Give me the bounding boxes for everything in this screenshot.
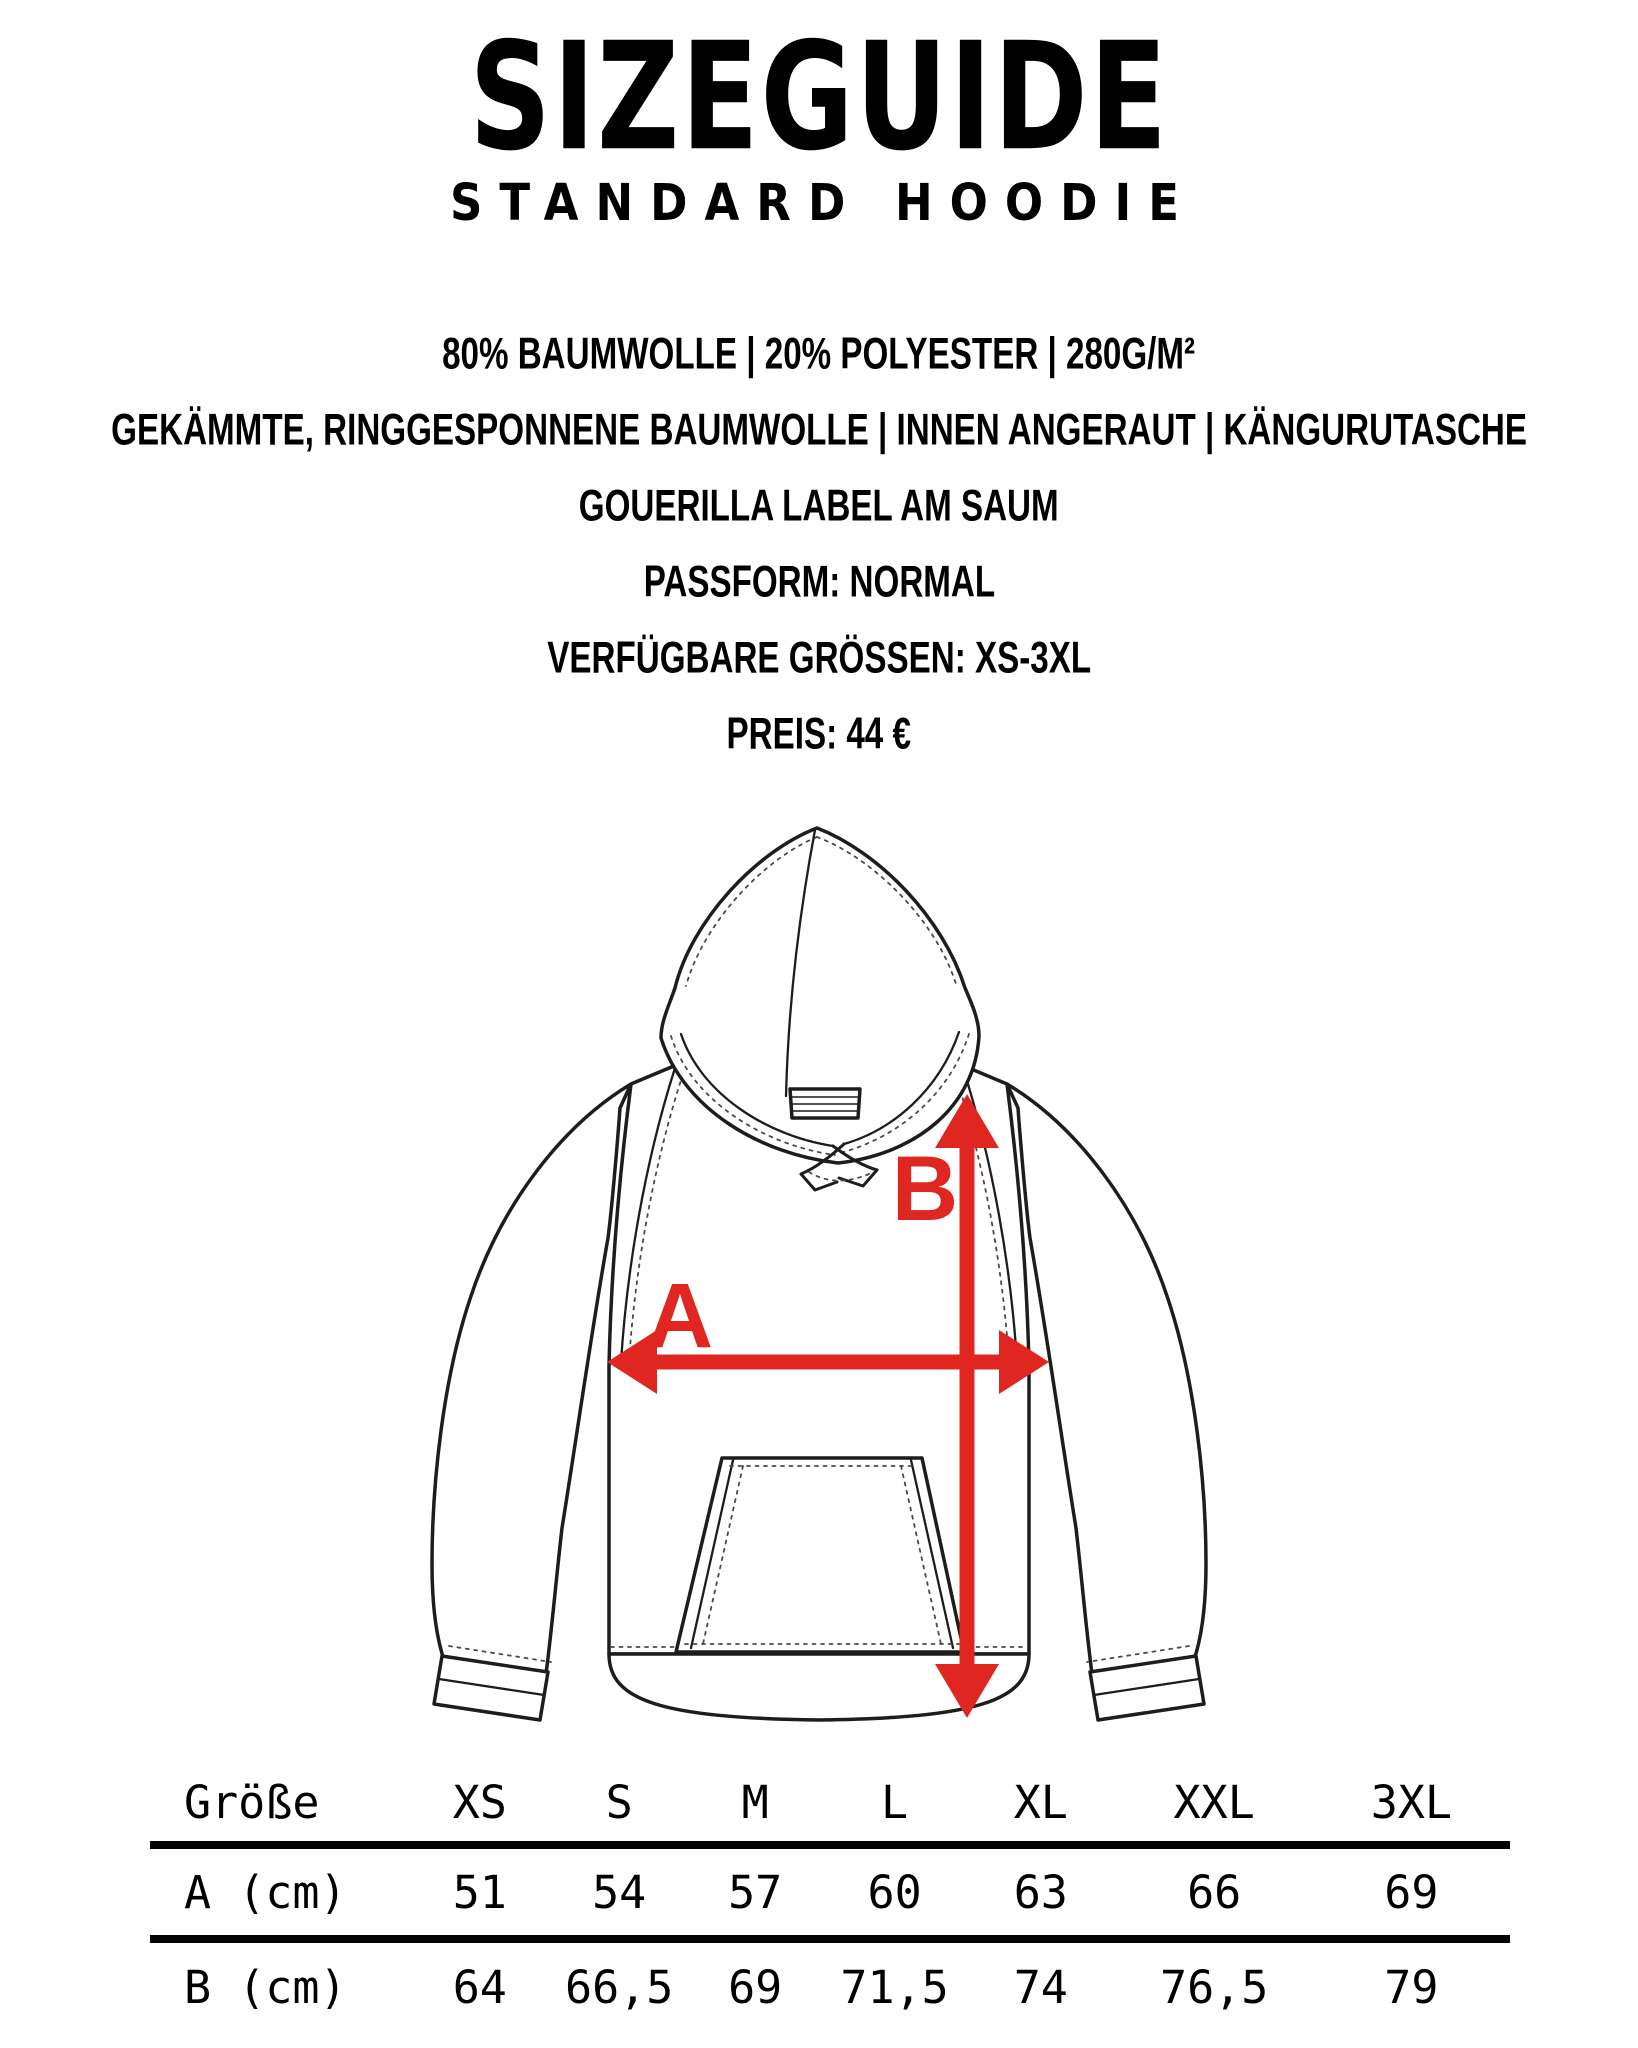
page-title: SIZEGUIDE (469, 10, 1169, 184)
row-b-label: B (cm) (184, 1960, 347, 2014)
header (0, 10, 1638, 233)
measure-label-b: B (891, 1138, 959, 1240)
spec-fit-text: PASSFORM: NORMAL (643, 556, 995, 607)
neck-ribbing (790, 1089, 860, 1118)
col-header-l: L (823, 1763, 966, 1845)
cell-a-s: 54 (551, 1845, 687, 1939)
cell-a-xs: 51 (408, 1845, 551, 1939)
right-sleeve (1007, 1084, 1206, 1674)
spec-line-sizes (0, 634, 1638, 682)
cell-b-l: 71,5 (840, 1960, 949, 2014)
table-row-a (150, 1845, 1510, 1939)
spec-line-material (0, 330, 1638, 378)
row-a-label: A (cm) (150, 1845, 408, 1939)
pocket (676, 1458, 964, 1652)
col-header-xxl: XXL (1116, 1763, 1313, 1845)
col-header-xs: XS (408, 1763, 551, 1845)
col-header-s: S (551, 1763, 687, 1845)
cell-a-xxl: 66 (1116, 1845, 1313, 1939)
cell-b-m: 69 (728, 1960, 783, 2014)
spec-line-fabric (0, 406, 1638, 454)
page-subtitle: STANDARD HOODIE (450, 172, 1196, 233)
cell-a-l: 60 (823, 1845, 966, 1939)
cell-b-xxl: 76,5 (1159, 1960, 1269, 2014)
hoodie-sketch-svg (339, 806, 1299, 1726)
table-row-b (150, 1939, 1510, 2031)
col-header-m: M (687, 1763, 823, 1845)
size-table (150, 1763, 1510, 2031)
spec-line-label (0, 482, 1638, 530)
cell-b-s: 66,5 (565, 1960, 674, 2014)
col-header-groesse: Größe (150, 1763, 408, 1845)
left-sleeve (432, 1084, 631, 1674)
cell-a-3xl: 69 (1313, 1845, 1510, 1939)
cell-b-xl: 74 (1013, 1960, 1068, 2014)
hoodie-diagram (339, 806, 1299, 1726)
cell-a-xl: 63 (966, 1845, 1116, 1939)
cell-b-xs: 64 (452, 1960, 507, 2014)
spec-material-text: 80% BAUMWOLLE | 20% POLYESTER | 280G/M² (442, 328, 1196, 379)
spec-label-text: GOUERILLA LABEL AM SAUM (579, 480, 1059, 531)
spec-price-text: PREIS: 44 € (726, 708, 912, 759)
measure-label-a: A (646, 1265, 714, 1367)
cell-a-m: 57 (687, 1845, 823, 1939)
spec-line-fit (0, 558, 1638, 606)
spec-sizes-text: VERFÜGBARE GRÖSSEN: XS-3XL (547, 632, 1091, 683)
spec-line-price (0, 710, 1638, 758)
hoodie-outline (432, 828, 1206, 1720)
col-header-3xl: 3XL (1313, 1763, 1510, 1845)
size-table-section (150, 1763, 1510, 2031)
spec-fabric-text: GEKÄMMTE, RINGGESPONNENE BAUMWOLLE | INNEN ANGERAUT | KÄNGURUTASCHE (111, 404, 1527, 455)
col-header-xl: XL (966, 1763, 1116, 1845)
table-header-row (150, 1763, 1510, 1845)
product-specs (0, 330, 1638, 758)
cell-b-3xl: 79 (1384, 1960, 1439, 2014)
